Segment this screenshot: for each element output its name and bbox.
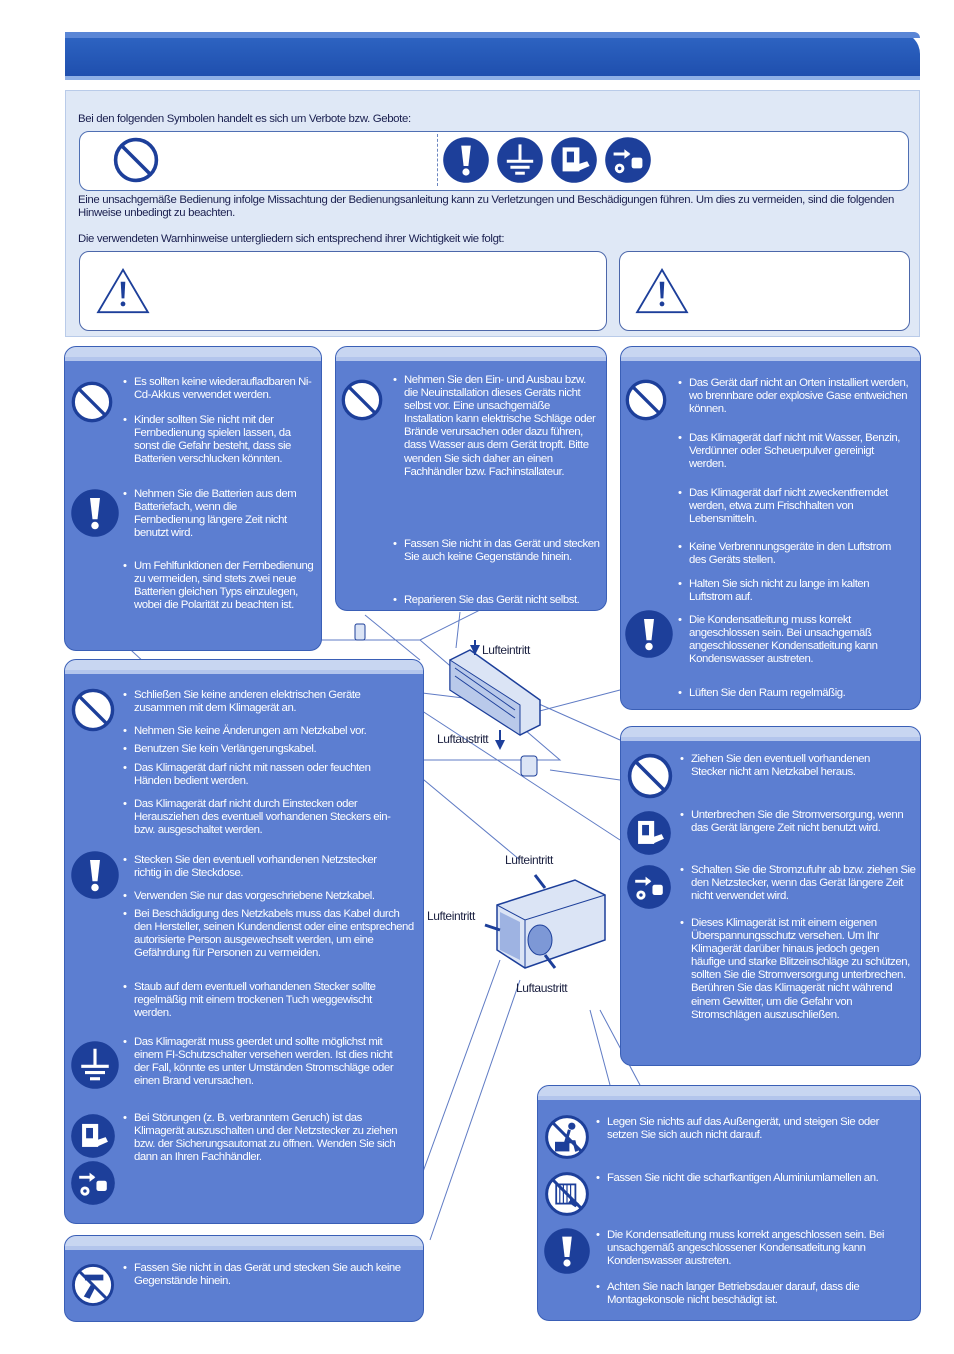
power-prohibited-item: • Benutzen Sie kein Verlängerungskabel. bbox=[134, 743, 404, 756]
prohibited-icon bbox=[626, 752, 674, 800]
outdoor-mandatory-item: • Achten Sie nach langer Betriebsdauer darauf, dass die Montagekonsole nicht beschädigt ist. bbox=[607, 1281, 907, 1307]
indoor-touch-item: • Fassen Sie nicht in das Gerät und stecken Sie auch keine Gegenstände hinein. bbox=[134, 1262, 404, 1288]
prohibited-icon bbox=[340, 378, 384, 422]
plug-prohibited-item: • Ziehen Sie den eventuell vorhandenen Stecker nicht am Netzkabel heraus. bbox=[691, 753, 906, 779]
power-prohibited-item: • Das Klimagerät darf nicht durch Einstecken oder Herausziehen des eventuell vorhandenen Steckers ein- bzw. ausgeschaltet werden. bbox=[134, 798, 404, 837]
mandatory-icon bbox=[70, 488, 120, 538]
outdoor-inlet-side-label: Lufteintritt bbox=[427, 909, 475, 923]
unplug-icon bbox=[70, 1160, 116, 1206]
installation-item: • Reparieren Sie das Gerät nicht selbst. bbox=[404, 594, 600, 607]
remote-prohibited-item: • Kinder sollten Sie nicht mit der Fernbedienung spielen lassen, da sonst die Gefahr besteht, dass sie Batterien verschlucken könnten. bbox=[134, 414, 314, 466]
power-malfunction-item: • Bei Störungen (z. B. verbranntem Geruch) ist das Klimagerät auszuschalten und der Netzstecker zu ziehen bzw. der Sicherungsautomat zu öffnen. Wenden Sie sich dann an Ihren Fachhändler. bbox=[134, 1112, 404, 1164]
indoor-inlet-label: Lufteintritt bbox=[482, 643, 530, 657]
usage-prohibited-item: • Halten Sie sich nicht zu lange im kalten Luftstrom auf. bbox=[689, 578, 889, 604]
outdoor-prohibited-item: • Legen Sie nichts auf das Außengerät, und steigen Sie oder setzen Sie sich auch nicht darauf. bbox=[607, 1116, 907, 1142]
outdoor-outlet-label: Luftaustritt bbox=[516, 981, 568, 995]
outdoor-mandatory-item: • Die Kondensatleitung muss korrekt angeschlossen sein. Bei unsachgemäß angeschlossener Kondensatleitung kann Kondenswasser austreten. bbox=[607, 1229, 907, 1268]
outdoor-prohibited-item: • Fassen Sie nicht die scharfkantigen Aluminiumlamellen an. bbox=[607, 1172, 907, 1185]
plug-unplug-item: • Schalten Sie die Stromzufuhr ab bzw. ziehen Sie den Netzstecker, wenn das Gerät längere Zeit nicht verwendet wird. bbox=[691, 864, 916, 903]
plug-switch-off-item: • Unterbrechen Sie die Stromversorgung, wenn das Gerät längere Zeit nicht benutzt wird. bbox=[691, 809, 906, 835]
remote-mandatory-item: • Um Fehlfunktionen der Fernbedienung zu vermeiden, sind stets zwei neue Batterien gleichen Typs einzulegen, wobei die Polarität zu beachten ist. bbox=[134, 560, 314, 612]
plug-unplug-item: • Dieses Klimagerät ist mit einem eigenen Überspannungsschutz versehen. Um Ihr Klimagerät darüber hinaus jedoch gegen häufige und starke Blitzeinschläge zu schützen, sollten Sie die Stromversorgung unterbrechen. Berühren Sie das Klimagerät nicht während einem Gewitter, um die Gefahr von Stromschlägen auszuschließen. bbox=[691, 917, 911, 1022]
usage-prohibited-item: • Das Klimagerät darf nicht mit Wasser, Benzin, Verdünner oder Scheuerpulver gereinigt werden. bbox=[689, 432, 909, 471]
mandatory-icon bbox=[70, 850, 120, 900]
outdoor-inlet-top-label: Lufteintritt bbox=[505, 853, 553, 867]
ground-icon bbox=[70, 1040, 120, 1090]
no-touch-fins-icon bbox=[543, 1170, 591, 1218]
prohibited-icon bbox=[624, 378, 668, 422]
usage-prohibited-item: • Keine Verbrennungsgeräte in den Luftstrom des Geräts stellen. bbox=[689, 541, 909, 567]
installation-item: • Nehmen Sie den Ein- und Ausbau bzw. die Neuinstallation dieses Geräts nicht selbst vor. Eine unsachgemäße Installation kann elektrische Schläge oder Brände verursachen oder dazu führen, dass Wasser aus dem Gerät tropft. Bitte wenden Sie sich daher an einen Fachhändler bzw. Fachinstallateur. bbox=[404, 374, 600, 479]
power-mandatory-item: • Verwenden Sie nur das vorgeschriebene Netzkabel. bbox=[134, 890, 404, 903]
power-ground-item: • Das Klimagerät muss geerdet und sollte möglichst mit einem FI-Schutzschalter versehen werden. Ist dies nicht der Fall, könnte es unter Umständen Stromschläge oder einen Brand verursachen. bbox=[134, 1036, 404, 1088]
prohibited-icon bbox=[70, 380, 114, 424]
usage-prohibited-item: • Das Klimagerät darf nicht zweckentfremdet werden, etwa zum Frischhalten von Lebensmitteln. bbox=[689, 487, 909, 526]
power-prohibited-item: • Nehmen Sie keine Änderungen am Netzkabel vor. bbox=[134, 725, 404, 738]
intro-paragraph-levels: Die verwendeten Warnhinweise untergliedern sich entsprechend ihrer Wichtigkeit wie folgt: bbox=[78, 233, 505, 245]
symbols-heading: Bei den folgenden Symbolen handelt es sich um Verbote bzw. Gebote: bbox=[78, 113, 411, 125]
power-prohibited-item: • Schließen Sie keine anderen elektrischen Geräte zusammen mit dem Klimagerät an. bbox=[134, 689, 404, 715]
power-mandatory-item: • Bei Beschädigung des Netzkabels muss das Kabel durch den Hersteller, seinen Kundendienst oder eine entsprechend autorisierte Person ausgewechselt werden, um eine Gefährdung für Personen zu vermeiden. bbox=[134, 908, 419, 960]
indoor-outlet-label: Luftaustritt bbox=[437, 732, 489, 746]
remote-prohibited-item: • Es sollten keine wiederaufladbaren Ni-Cd-Akkus verwendet werden. bbox=[134, 376, 314, 402]
usage-mandatory-item: • Lüften Sie den Raum regelmäßig. bbox=[689, 687, 909, 700]
switch-off-icon bbox=[70, 1113, 116, 1159]
usage-prohibited-item: • Das Gerät darf nicht an Orten installiert werden, wo brennbare oder explosive Gase entweichen können. bbox=[689, 377, 909, 416]
unplug-icon bbox=[626, 864, 672, 910]
intro-paragraph: Eine unsachgemäße Bedienung infolge Missachtung der Bedienungsanleitung kann zu Verletzungen und Beschädigungen führen. Um dies zu vermeiden, sind die folgenden Hinweise unbedingt zu beachten. bbox=[78, 194, 894, 219]
mandatory-icon bbox=[543, 1227, 591, 1275]
switch-off-icon bbox=[626, 810, 672, 856]
power-prohibited-item: • Das Klimagerät darf nicht mit nassen oder feuchten Händen bedient werden. bbox=[134, 762, 404, 788]
no-hand-in-unit-icon bbox=[70, 1262, 116, 1308]
mandatory-icon bbox=[624, 609, 674, 659]
power-mandatory-item: • Staub auf dem eventuell vorhandenen Stecker sollte regelmäßig mit einem trockenen Tuch weggewischt werden. bbox=[134, 981, 404, 1020]
prohibited-icon bbox=[70, 687, 116, 733]
usage-mandatory-item: • Die Kondensatleitung muss korrekt angeschlossen sein. Bei unsachgemäß angeschlossener Kondensatleitung kann Kondenswasser austreten. bbox=[689, 614, 909, 666]
no-sitting-icon bbox=[543, 1113, 591, 1161]
power-mandatory-item: • Stecken Sie den eventuell vorhandenen Netzstecker richtig in die Steckdose. bbox=[134, 854, 404, 880]
remote-mandatory-item: • Nehmen Sie die Batterien aus dem Batteriefach, wenn die Fernbedienung längere Zeit nicht benutzt wird. bbox=[134, 488, 304, 540]
installation-item: • Fassen Sie nicht in das Gerät und stecken Sie auch keine Gegenstände hinein. bbox=[404, 538, 600, 564]
